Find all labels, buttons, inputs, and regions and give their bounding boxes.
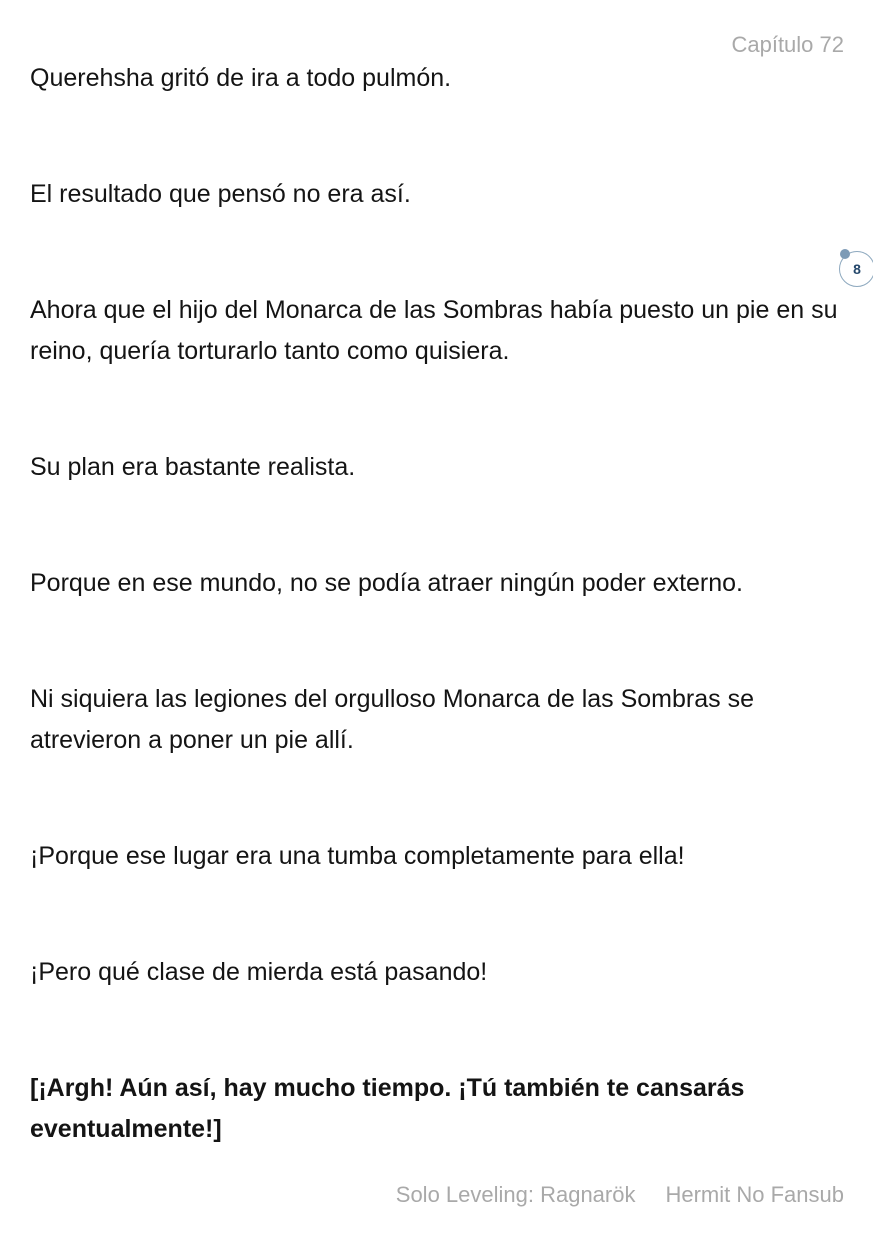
- paragraph: Querehsha gritó de ira a todo pulmón.: [30, 64, 452, 92]
- paragraph: Su plan era bastante realista.: [30, 453, 356, 481]
- book-title: Solo Leveling: Ragnarök: [395, 1182, 636, 1207]
- dialogue-paragraph: [¡Argh! Aún así, hay mucho tiempo. ¡Tú también te cansarás eventualmente!]: [30, 1074, 745, 1143]
- page-number: 8: [853, 261, 861, 277]
- paragraph: El resultado que pensó no era así.: [30, 180, 411, 208]
- page-number-badge[interactable]: [839, 251, 873, 287]
- paragraph: Ni siquiera las legiones del orgulloso Monarca de las Sombras se atrevieron a poner un pie allí.: [30, 685, 754, 754]
- badge-dot-icon: [840, 249, 850, 259]
- paragraph: ¡Pero qué clase de mierda está pasando!: [30, 958, 488, 986]
- translator-credit: Hermit No Fansub: [665, 1182, 844, 1207]
- paragraph: ¡Porque ese lugar era una tumba completamente para ella!: [30, 842, 685, 870]
- paragraph: Ahora que el hijo del Monarca de las Sombras había puesto un pie en su reino, quería torturarlo tanto como quisiera.: [30, 296, 838, 365]
- footer: [396, 1182, 844, 1208]
- chapter-label: Capítulo 72: [731, 32, 844, 57]
- paragraph: Porque en ese mundo, no se podía atraer ningún poder externo.: [30, 569, 744, 597]
